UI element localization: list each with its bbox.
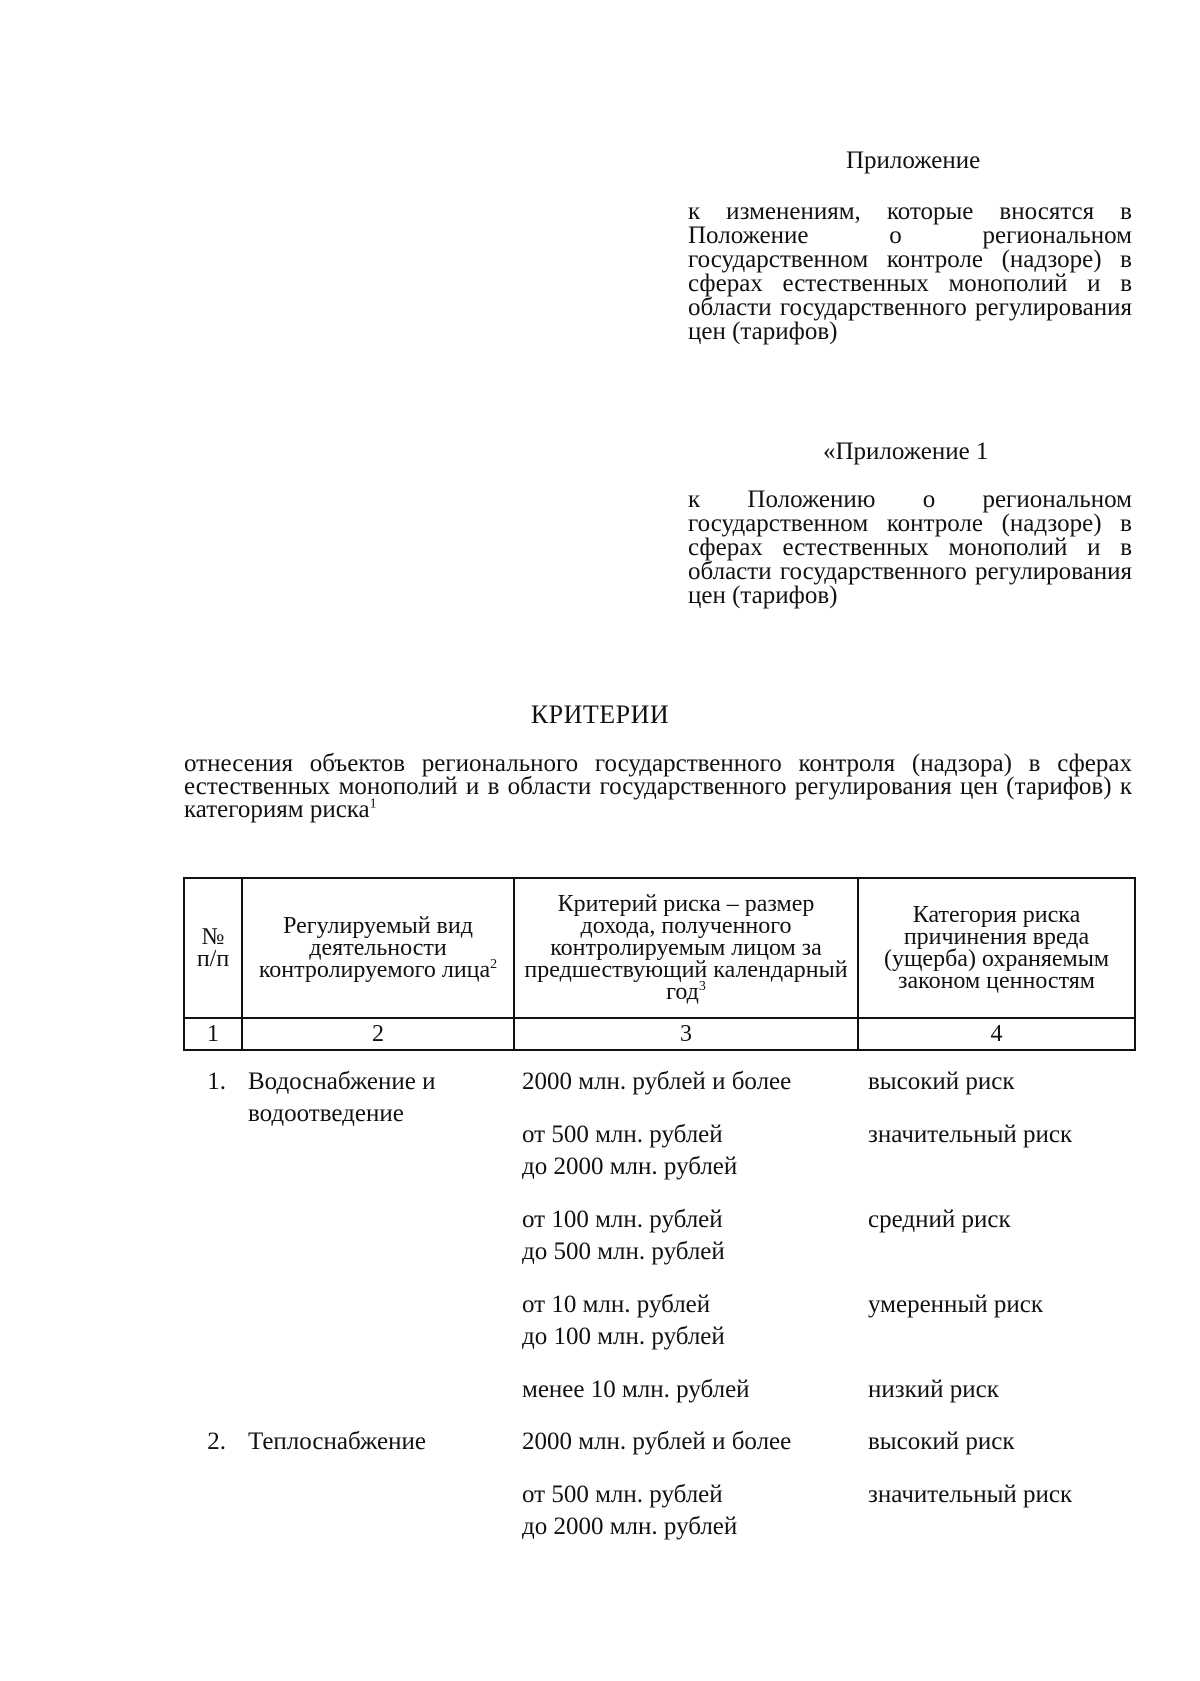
criteria-text-body: отнесения объектов регионального государственного контроля (надзора) в сферах естественных монополий и в области государственного регулирования цен (тарифов) к категориям риска [184,750,1132,823]
revenue-cell [522,1204,862,1268]
revenue-line: до 2000 млн. рублей [522,1153,738,1180]
category-cell: высокий риск [868,1428,1015,1455]
revenue-line: от 500 млн. рублей [522,1481,723,1508]
revenue-line: 2000 млн. рублей и более [522,1068,792,1095]
revenue-cell [522,1119,862,1183]
header-num: № п/п [184,878,242,1018]
appendix-text: к изменениям, которые вносятся в Положение о региональном государственном контроле (надзоре) в сферах естественных монополий и в области государственного регулирования цен (тарифов) [688,198,1132,345]
header-revenue [514,878,858,1018]
column-number: 1 [184,1018,242,1050]
category-cell: высокий риск [868,1068,1015,1095]
revenue-line: до 500 млн. рублей [522,1238,725,1265]
revenue-line: 2000 млн. рублей и более [522,1428,792,1455]
header-revenue-mark: 3 [698,979,706,994]
group-number: 2. [207,1428,226,1455]
column-number: 2 [242,1018,514,1050]
revenue-line: менее 10 млн. рублей [522,1376,750,1403]
group-activity: Водоснабжение и водоотведение [248,1068,436,1127]
column-number: 3 [514,1018,858,1050]
header-activity-text: Регулируемый вид деятельности контролируемого лица [258,913,491,983]
criteria-text [184,752,1132,821]
revenue-cell [522,1374,862,1406]
appendix1-text: к Положению о региональном государственном контроле (надзоре) в сферах естественных монополий и в области государственного регулирования цен (тарифов) [688,486,1132,609]
column-number: 4 [858,1018,1135,1050]
table-column-number-row [184,1018,1135,1050]
criteria-table-header [183,877,1136,1051]
category-cell: значительный риск [868,1121,1073,1148]
revenue-cell [522,1479,862,1543]
criteria-title: КРИТЕРИИ [530,700,670,729]
revenue-cell [522,1289,862,1353]
revenue-cell [522,1426,862,1458]
header-activity [242,878,514,1018]
revenue-cell [522,1066,862,1098]
revenue-line: до 2000 млн. рублей [522,1513,738,1540]
revenue-line: от 100 млн. рублей [522,1206,723,1233]
group-activity: Теплоснабжение [248,1428,426,1455]
header-revenue-text: Критерий риска – размер дохода, полученного контролируемым лицом за предшествующий календарный год [524,891,848,1005]
revenue-line: до 100 млн. рублей [522,1323,725,1350]
revenue-line: от 10 млн. рублей [522,1291,711,1318]
category-cell: значительный риск [868,1481,1073,1508]
table-header-row [184,878,1135,1018]
appendix-title: Приложение [846,147,981,174]
category-cell: средний риск [868,1206,1011,1233]
criteria-footnote-mark: 1 [369,796,377,812]
header-category: Категория риска причинения вреда (ущерба) охраняемым законом ценностям [858,878,1135,1018]
category-cell: умеренный риск [868,1291,1043,1318]
appendix1-title: «Приложение 1 [823,438,989,465]
category-cell: низкий риск [868,1376,999,1403]
header-activity-mark: 2 [490,957,498,972]
group-number: 1. [207,1068,226,1095]
revenue-line: от 500 млн. рублей [522,1121,723,1148]
